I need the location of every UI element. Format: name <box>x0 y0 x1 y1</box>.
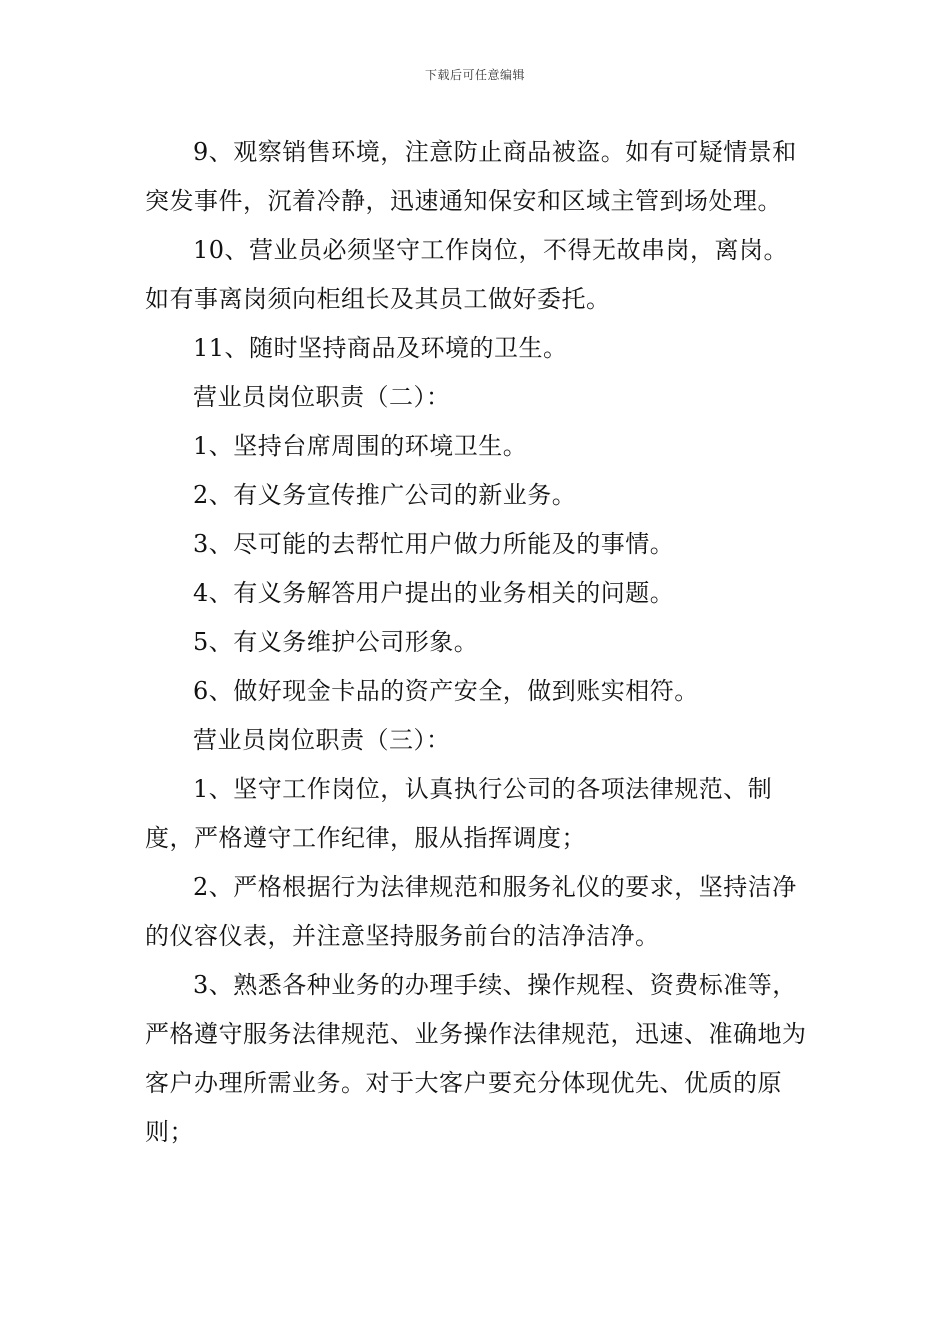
section-heading-two: 营业员岗位职责（二）： <box>193 383 451 411</box>
paragraph-item-two-6: 6、做好现金卡品的资产安全，做到账实相符。 <box>193 677 699 705</box>
section-heading-three: 营业员岗位职责（三）： <box>193 726 451 754</box>
paragraph-item-9: 9、观察销售环境，注意防止商品被盗。如有可疑情景和突发事件，沉着冷静，迅速通知保安和区域主管到场处理。 <box>145 138 797 215</box>
document-body <box>145 128 810 1157</box>
paragraph-item-two-3: 3、尽可能的去帮忙用户做力所能及的事情。 <box>193 530 675 558</box>
paragraph-item-10: 10、营业员必须坚守工作岗位，不得无故串岗，离岗。如有事离岗须向柜组长及其员工做好委托。 <box>145 236 789 313</box>
paragraph-item-three-2: 2、严格根据行为法律规范和服务礼仪的要求，坚持洁净的仪容仪表，并注意坚持服务前台的洁净洁净。 <box>145 873 797 950</box>
paragraph-item-two-4: 4、有义务解答用户提出的业务相关的问题。 <box>193 579 675 607</box>
paragraph-item-two-1: 1、坚持台席周围的环境卫生。 <box>193 432 528 460</box>
paragraph-item-three-1: 1、坚守工作岗位，认真执行公司的各项法律规范、制度，严格遵守工作纪律，服从指挥调度； <box>145 775 773 852</box>
paragraph-item-three-3: 3、熟悉各种业务的办理手续、操作规程、资费标准等，严格遵守服务法律规范、业务操作法律规范，迅速、准确地为客户办理所需业务。对于大客户要充分体现优先、优质的原则； <box>145 971 807 1146</box>
paragraph-item-two-2: 2、有义务宣传推广公司的新业务。 <box>193 481 577 509</box>
page-header: 下载后可任意编辑 <box>424 68 525 82</box>
paragraph-item-11: 11、随时坚持商品及环境的卫生。 <box>193 334 568 362</box>
paragraph-item-two-5: 5、有义务维护公司形象。 <box>193 628 479 656</box>
